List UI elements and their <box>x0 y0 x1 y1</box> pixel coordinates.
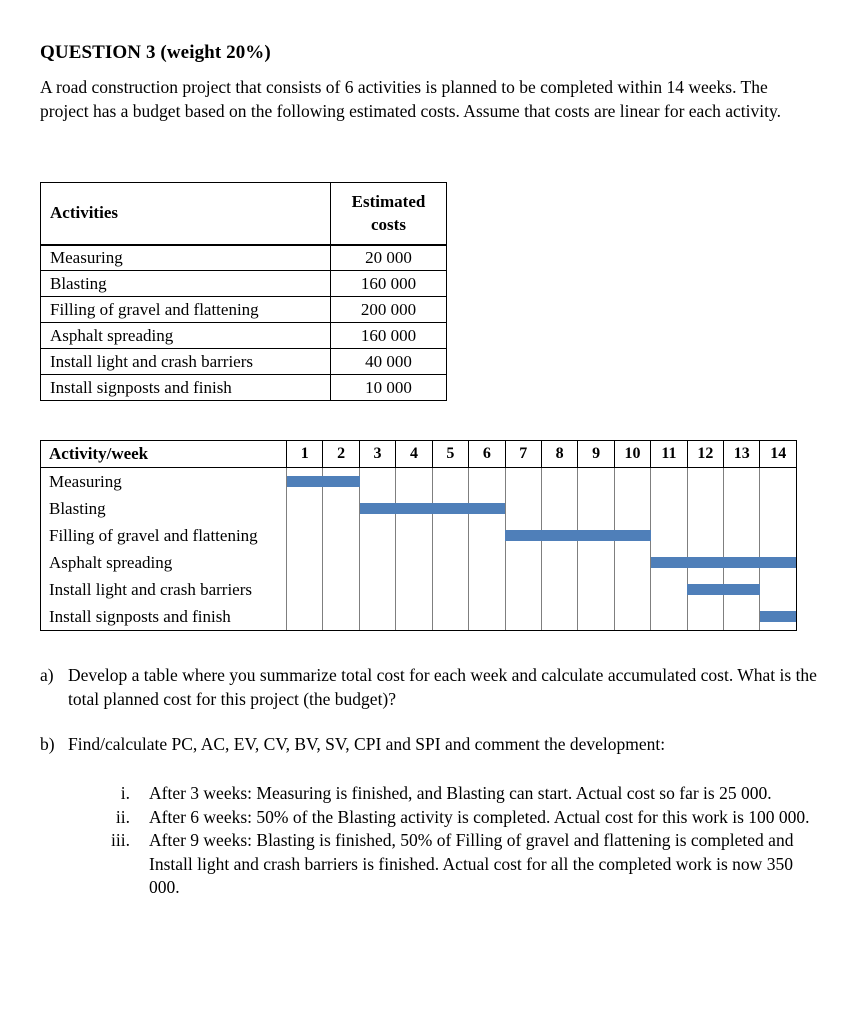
table-row <box>41 323 447 349</box>
table-row <box>41 349 447 375</box>
header-estimated-costs <box>331 183 447 245</box>
gantt-row <box>41 603 796 630</box>
gantt-row <box>41 495 796 522</box>
table-row <box>41 271 447 297</box>
gantt-header-label: Activity/week <box>41 441 287 467</box>
intro-paragraph: A road construction project that consists of 6 activities is planned to be completed within 14 weeks. The project has a budget based on the following estimated costs. Assume that costs are linear for each activity. <box>40 77 781 121</box>
sub-question-text: After 6 weeks: 50% of the Blasting activity is completed. Actual cost for this work is 100 000. <box>149 806 810 827</box>
cost-value: 160 000 <box>331 323 447 349</box>
header-estimated-line1: Estimated <box>351 192 426 212</box>
gantt-week-header: 14 <box>770 445 787 462</box>
estimated-costs-table <box>40 182 447 401</box>
gantt-week-header: 9 <box>578 441 614 467</box>
sub-question-marker: i. <box>120 783 130 803</box>
gantt-week-header: 5 <box>433 441 469 467</box>
question-marker: a) <box>40 665 54 685</box>
sub-question-list <box>104 782 824 900</box>
gantt-header-row <box>41 441 796 468</box>
table-row <box>41 375 447 401</box>
sub-question-marker: iii. <box>111 830 130 850</box>
gantt-row <box>41 468 796 495</box>
question-text: Develop a table where you summarize total cost for each week and calculate accumulated cost. What is the total planned cost for this project (the budget)? <box>68 665 817 709</box>
list-item <box>40 733 820 757</box>
gantt-week-header: 7 <box>506 441 542 467</box>
cost-table-body <box>41 245 447 401</box>
list-item <box>104 806 824 830</box>
cost-activity-name: Filling of gravel and flattening <box>41 297 331 323</box>
page-title: QUESTION 3 (weight 20%) <box>40 42 271 63</box>
gantt-body <box>41 468 796 630</box>
gantt-week-header: 13 <box>724 441 760 467</box>
gantt-row <box>41 522 796 549</box>
cost-value: 40 000 <box>331 349 447 375</box>
gantt-row <box>41 549 796 576</box>
gantt-week-header: 10 <box>615 441 651 467</box>
list-item <box>104 829 824 900</box>
cost-table-header-row <box>41 183 447 245</box>
header-estimated-line2: costs <box>371 215 406 235</box>
cost-activity-name: Asphalt spreading <box>41 323 331 349</box>
gantt-week-header: 6 <box>469 441 505 467</box>
sub-question-text: After 3 weeks: Measuring is finished, and Blasting can start. Actual cost so far is 25 000. <box>149 783 772 803</box>
gantt-week-header: 4 <box>396 441 432 467</box>
gantt-week-header: 12 <box>688 441 724 467</box>
question-marker: b) <box>40 734 55 754</box>
cost-value: 10 000 <box>331 375 447 401</box>
gantt-row <box>41 576 796 603</box>
gantt-week-header: 11 <box>651 441 687 467</box>
gantt-week-header: 3 <box>360 441 396 467</box>
cost-activity-name: Install light and crash barriers <box>41 349 331 375</box>
gantt-row-label: Blasting <box>49 498 106 518</box>
cost-activity-name: Blasting <box>41 271 331 297</box>
cost-value: 160 000 <box>331 271 447 297</box>
question-list <box>40 664 820 779</box>
sub-question-marker: ii. <box>115 806 130 827</box>
list-item <box>104 782 824 806</box>
cost-activity-name: Measuring <box>41 245 331 271</box>
gantt-row-label: Install light and crash barriers <box>49 579 252 599</box>
gantt-row-label: Asphalt spreading <box>49 552 173 572</box>
cost-activity-name: Install signposts and finish <box>41 375 331 401</box>
gantt-row-label: Install signposts and finish <box>49 606 231 626</box>
header-activities: Activities <box>41 183 331 245</box>
gantt-row-label: Measuring <box>49 471 122 491</box>
question-text: Find/calculate PC, AC, EV, CV, BV, SV, CPI and SPI and comment the development: <box>68 734 666 754</box>
gantt-week-header: 8 <box>542 441 578 467</box>
cost-value: 20 000 <box>331 245 447 271</box>
list-item <box>40 664 820 711</box>
gantt-week-header: 2 <box>323 441 359 467</box>
gantt-chart <box>40 440 797 631</box>
cost-value: 200 000 <box>331 297 447 323</box>
gantt-row-label: Filling of gravel and flattening <box>49 525 258 545</box>
gantt-week-header: 1 <box>287 441 323 467</box>
table-row <box>41 245 447 271</box>
sub-question-text: After 9 weeks: Blasting is finished, 50% of Filling of gravel and flattening is completed and Install light and crash barriers is finished. Actual cost for all the completed work is now 350 000. <box>149 830 794 897</box>
table-row <box>41 297 447 323</box>
